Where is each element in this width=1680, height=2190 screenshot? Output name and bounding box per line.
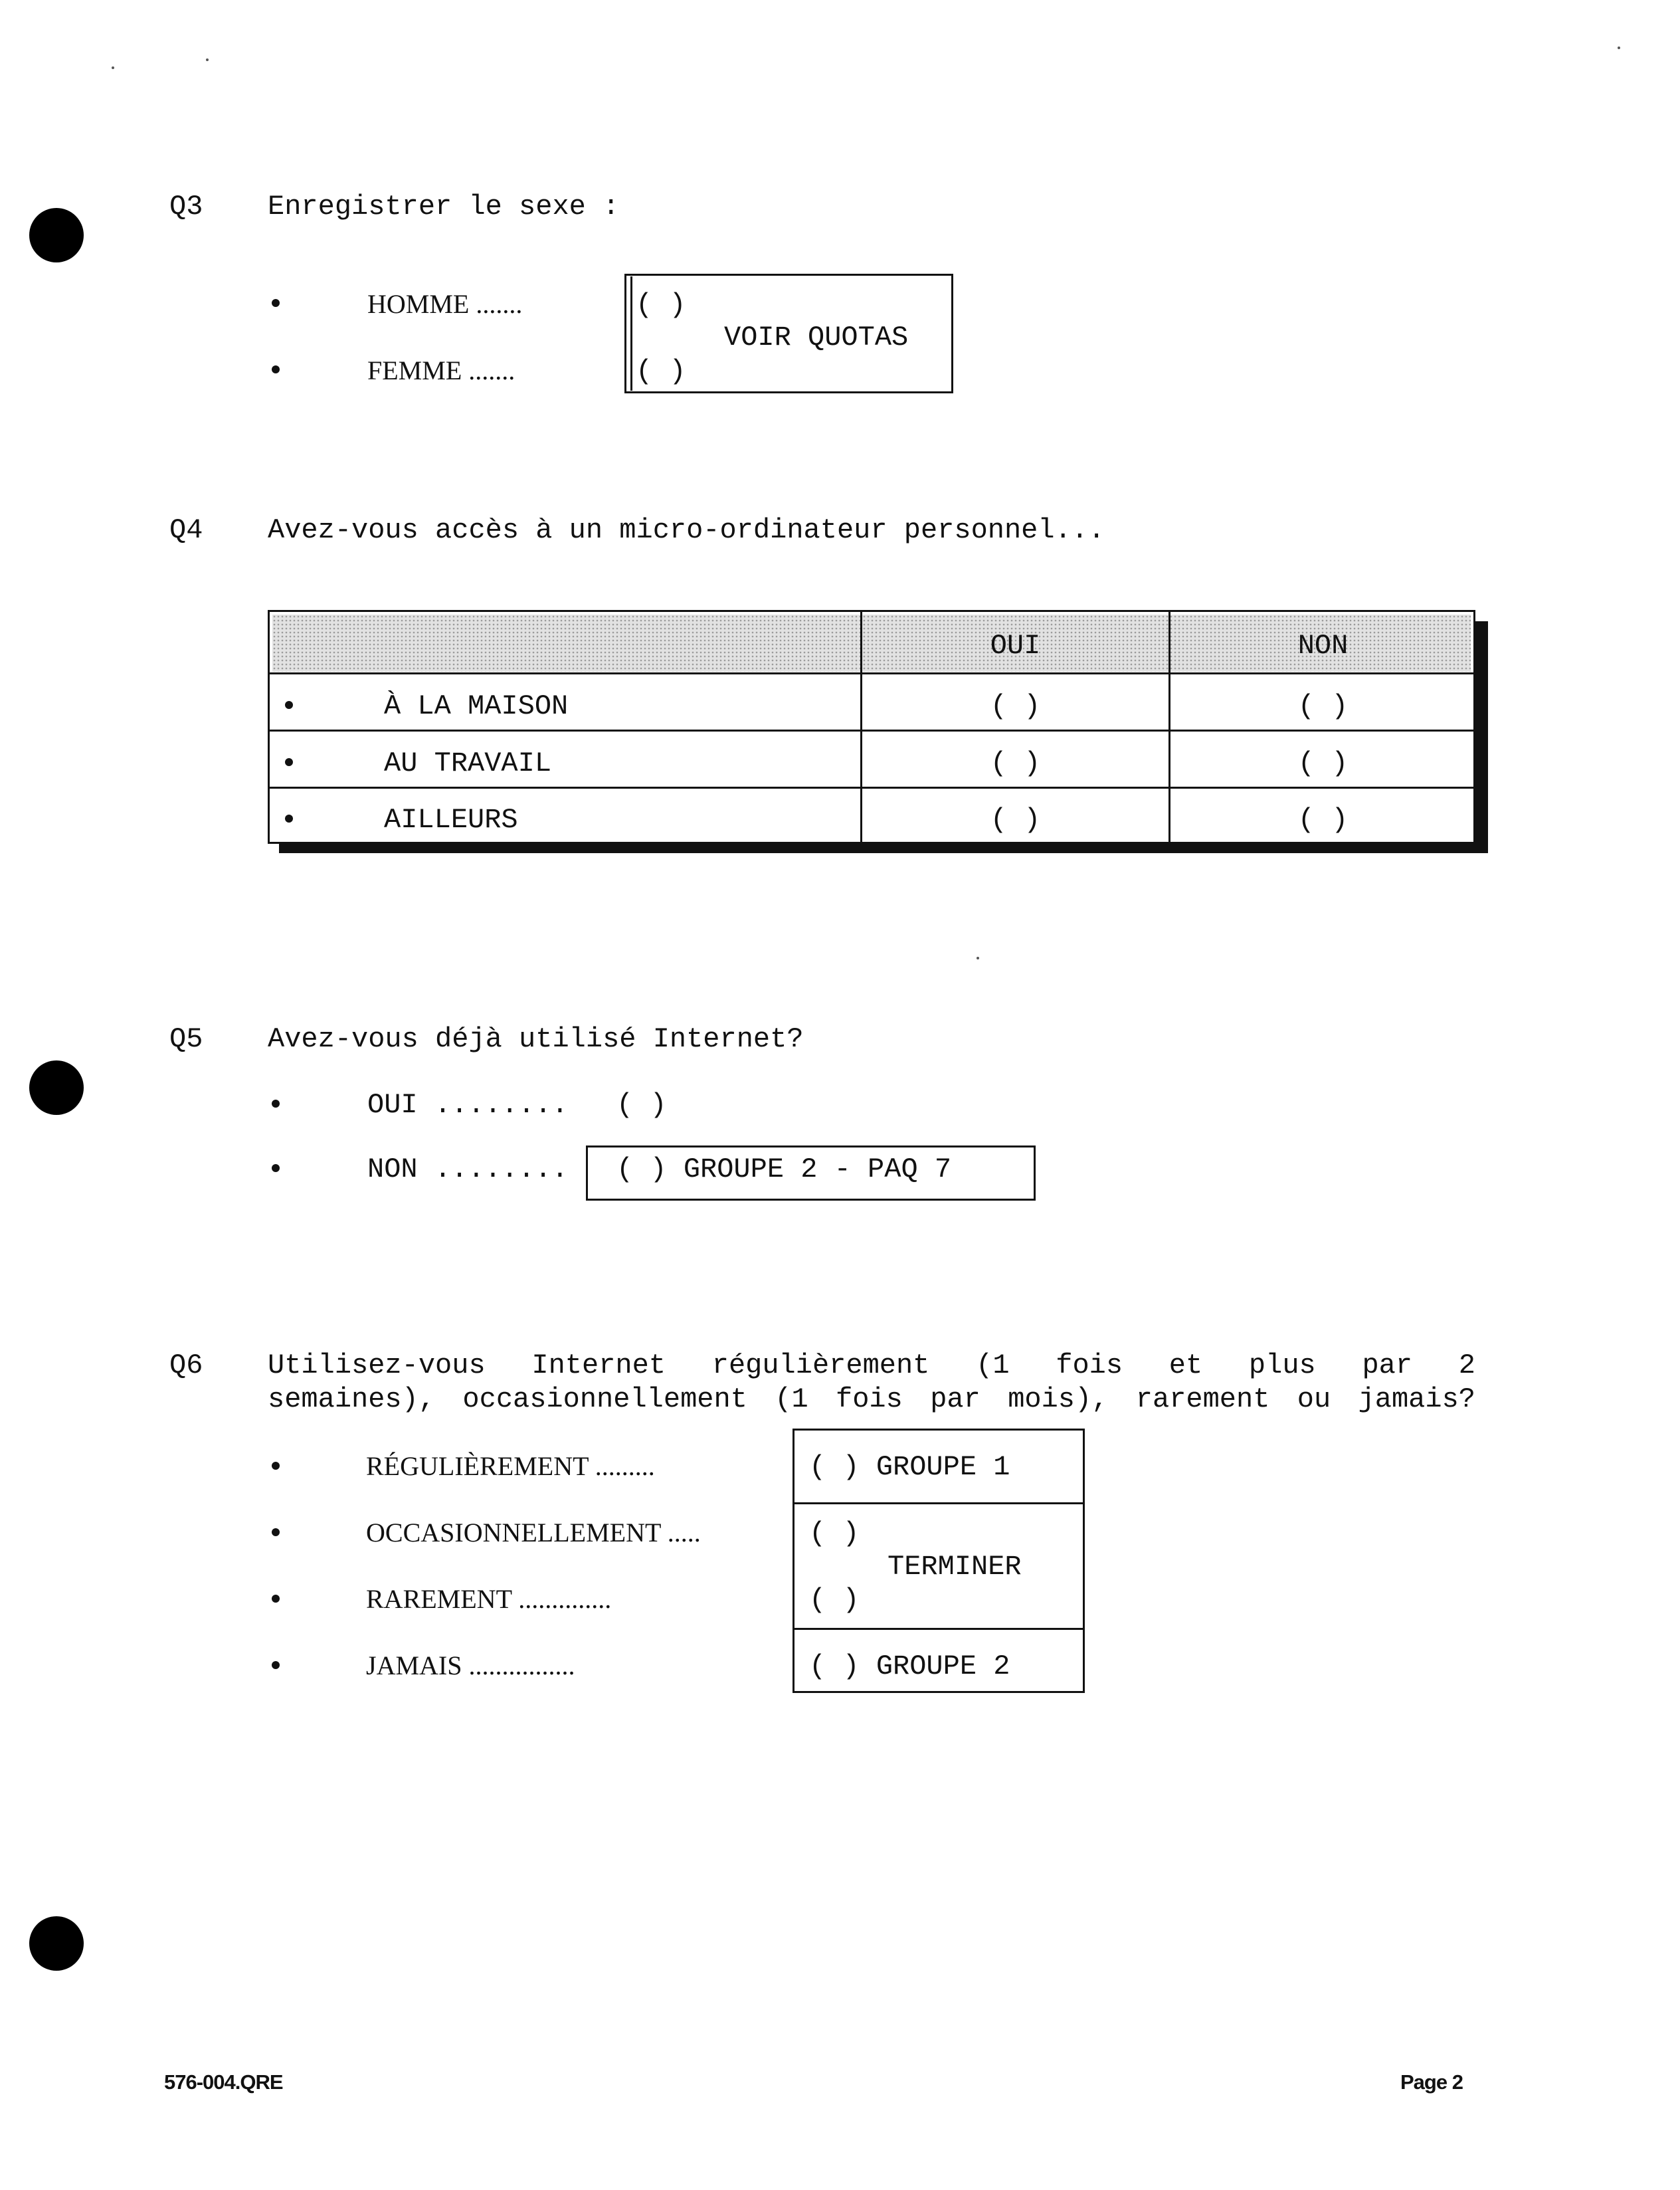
answer-femme[interactable]: ( ) bbox=[636, 355, 686, 387]
answer-non-routing[interactable]: ( ) GROUPE 2 - PAQ 7 bbox=[616, 1153, 952, 1185]
option-label-jamais: JAMAIS ................ bbox=[366, 1650, 575, 1680]
option-label-oui: OUI ........ bbox=[367, 1089, 569, 1121]
question-number: Q5 bbox=[169, 1023, 203, 1055]
scan-speck bbox=[206, 58, 209, 61]
bullet bbox=[272, 1528, 280, 1536]
table-row-divider bbox=[268, 672, 1475, 674]
question-text-line-2: semaines), occasionnellement (1 fois par mois), rarement ou jamais? bbox=[268, 1383, 1475, 1415]
answer-ailleurs-non[interactable]: ( ) bbox=[1297, 804, 1349, 836]
answer-ailleurs-oui[interactable]: ( ) bbox=[990, 804, 1041, 836]
option-label-regulierement: RÉGULIÈREMENT ......... bbox=[366, 1451, 655, 1481]
question-text: Avez-vous accès à un micro-ordinateur personnel... bbox=[268, 514, 1105, 546]
scan-speck bbox=[1618, 47, 1620, 49]
table-row-divider bbox=[268, 730, 1475, 732]
answer-jamais[interactable]: ( ) GROUPE 2 bbox=[809, 1650, 1010, 1682]
question-number: Q4 bbox=[169, 514, 203, 546]
binder-hole-middle bbox=[29, 1060, 84, 1115]
bullet bbox=[285, 701, 293, 709]
question-text: Avez-vous déjà utilisé Internet? bbox=[268, 1023, 804, 1055]
option-label-non: NON ........ bbox=[367, 1153, 569, 1185]
answer-homme[interactable]: ( ) bbox=[636, 289, 686, 321]
scan-speck bbox=[112, 66, 114, 69]
box-divider bbox=[793, 1628, 1085, 1630]
row-label-travail: AU TRAVAIL bbox=[384, 747, 552, 779]
answer-oui[interactable]: ( ) bbox=[616, 1089, 667, 1121]
bullet bbox=[272, 1164, 280, 1172]
row-label-maison: À LA MAISON bbox=[384, 690, 569, 722]
question-number: Q3 bbox=[169, 191, 203, 223]
answer-maison-non[interactable]: ( ) bbox=[1297, 690, 1349, 722]
answer-rarement[interactable]: ( ) bbox=[809, 1584, 860, 1616]
option-label-femme: FEMME ....... bbox=[367, 355, 515, 385]
box-divider bbox=[630, 276, 632, 391]
column-header-non: NON bbox=[1297, 630, 1349, 662]
bullet bbox=[272, 1100, 280, 1108]
question-number: Q6 bbox=[169, 1349, 203, 1381]
scan-speck bbox=[977, 957, 979, 959]
question-text-line-1: Utilisez-vous Internet régulièrement (1 fois et plus par 2 bbox=[268, 1349, 1475, 1381]
table-row-divider bbox=[268, 787, 1475, 789]
answer-travail-non[interactable]: ( ) bbox=[1297, 747, 1349, 779]
row-label-ailleurs: AILLEURS bbox=[384, 804, 518, 836]
answer-maison-oui[interactable]: ( ) bbox=[990, 690, 1041, 722]
binder-hole-top bbox=[29, 208, 84, 262]
bullet bbox=[272, 1661, 280, 1669]
binder-hole-bottom bbox=[29, 1916, 84, 1971]
box-divider bbox=[793, 1502, 1085, 1504]
question-text: Enregistrer le sexe : bbox=[268, 191, 620, 223]
answer-occasionnellement[interactable]: ( ) bbox=[809, 1518, 860, 1549]
option-label-occasionnellement: OCCASIONNELLEMENT ..... bbox=[366, 1518, 701, 1547]
bullet bbox=[272, 1462, 280, 1470]
answer-regulierement[interactable]: ( ) GROUPE 1 bbox=[809, 1451, 1010, 1483]
option-label-rarement: RAREMENT .............. bbox=[366, 1584, 612, 1614]
bullet bbox=[285, 758, 293, 766]
instruction-terminer: TERMINER bbox=[887, 1551, 1022, 1583]
answer-travail-oui[interactable]: ( ) bbox=[990, 747, 1041, 779]
footer-file-name: 576-004.QRE bbox=[164, 2070, 283, 2094]
bullet bbox=[272, 1595, 280, 1603]
column-header-oui: OUI bbox=[990, 630, 1041, 662]
bullet bbox=[272, 299, 280, 307]
bullet bbox=[285, 815, 293, 823]
bullet bbox=[272, 365, 280, 373]
option-label-homme: HOMME ....... bbox=[367, 289, 523, 319]
footer-page-number: Page 2 bbox=[1400, 2070, 1463, 2094]
instruction-voir-quotas: VOIR QUOTAS bbox=[724, 322, 909, 353]
